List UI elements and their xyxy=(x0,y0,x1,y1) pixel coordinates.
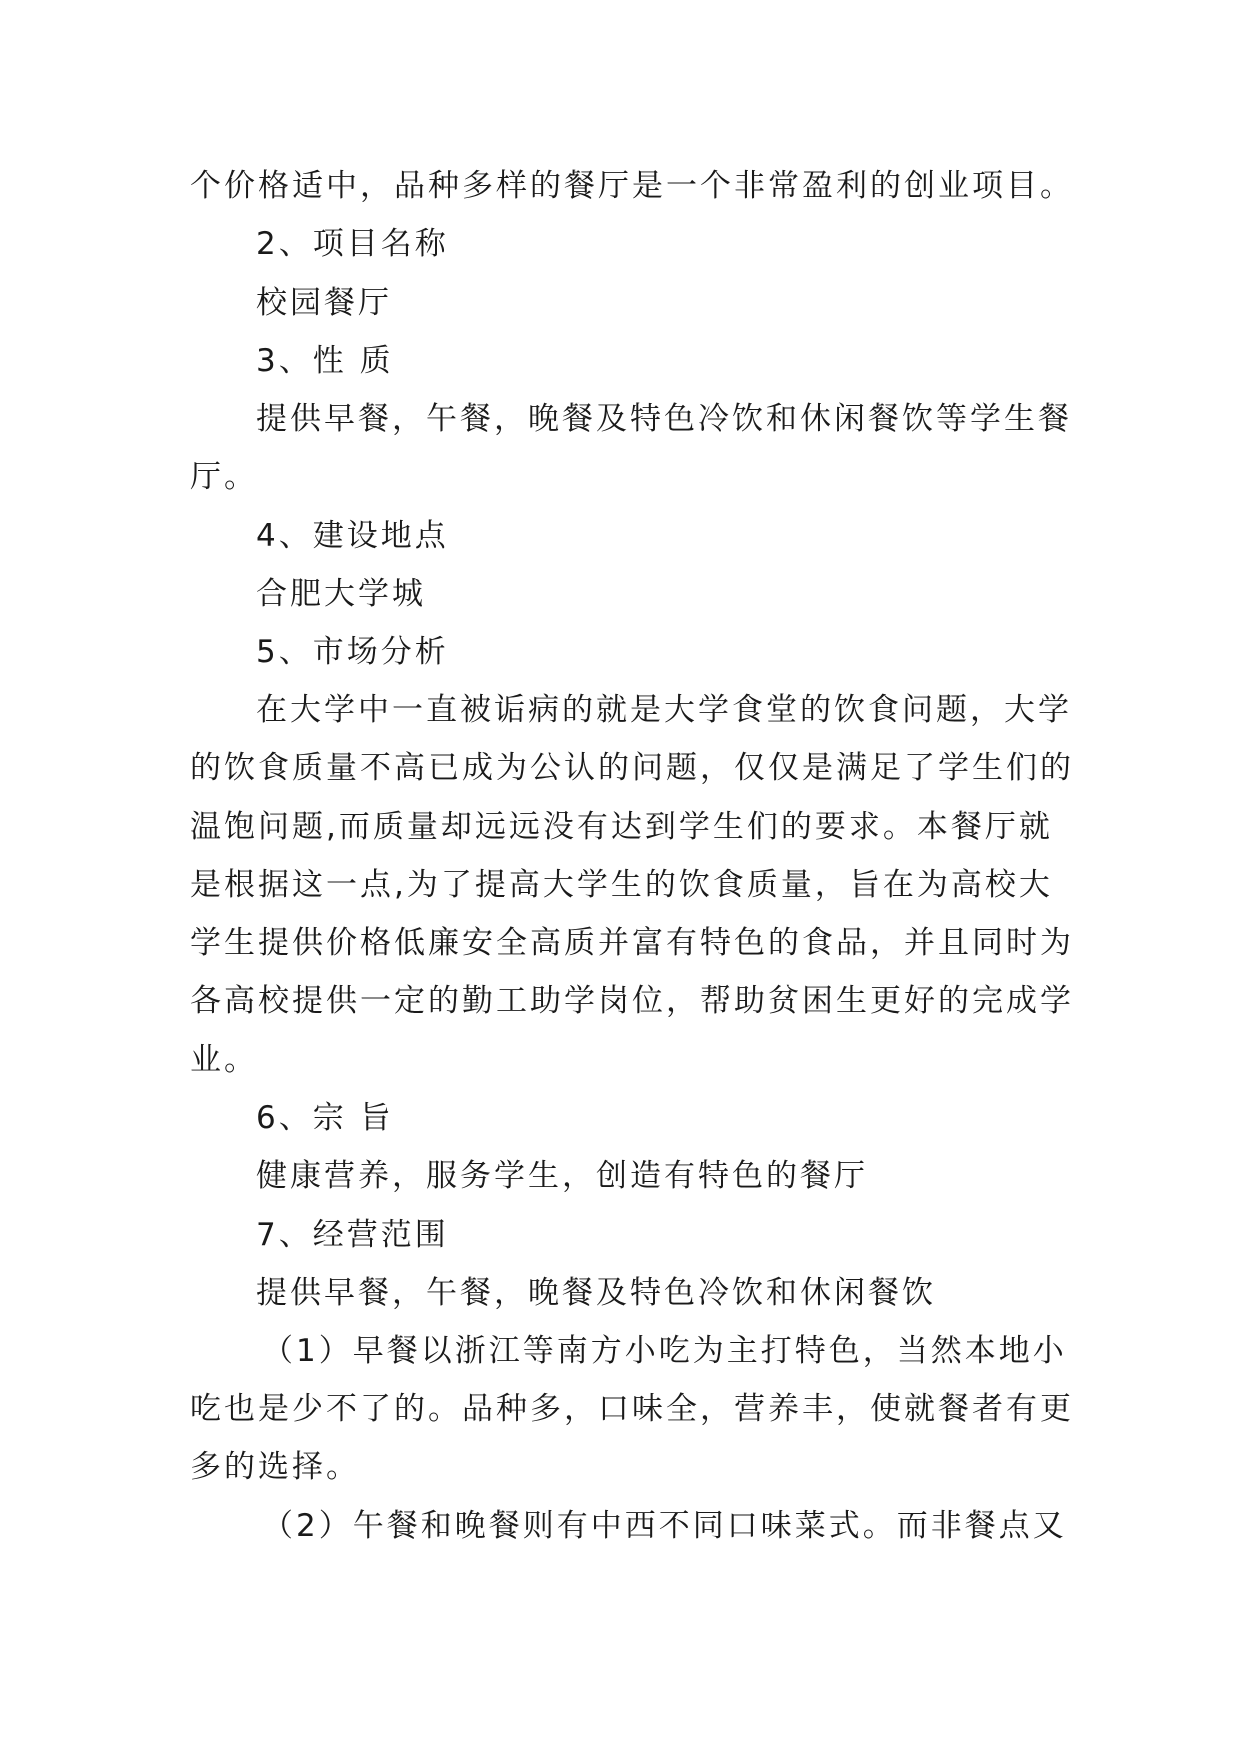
text-line: 的饮食质量不高已成为公认的问题，仅仅是满足了学生们的 xyxy=(190,750,1074,786)
text-line: 多的选择。 xyxy=(190,1449,360,1485)
section-heading-project-name: 2、项目名称 xyxy=(256,226,449,262)
location-value: 合肥大学城 xyxy=(256,576,426,612)
text-line: 在大学中一直被诟病的就是大学食堂的饮食问题，大学 xyxy=(256,692,1072,728)
section-heading-business-scope: 7、经营范围 xyxy=(256,1217,449,1253)
text-line: 个价格适中，品种多样的餐厅是一个非常盈利的创业项目。 xyxy=(190,168,1074,204)
text-line: 学生提供价格低廉安全高质并富有特色的食品，并且同时为 xyxy=(190,925,1074,961)
text-line: 厅。 xyxy=(190,459,258,495)
text-line: 各高校提供一定的勤工助学岗位，帮助贫困生更好的完成学 xyxy=(190,983,1074,1019)
section-heading-nature: 3、性 质 xyxy=(256,343,394,379)
section-heading-purpose: 6、宗 旨 xyxy=(256,1100,394,1136)
text-line: （1）早餐以浙江等南方小吃为主打特色，当然本地小 xyxy=(262,1333,1067,1369)
text-line: 提供早餐，午餐，晚餐及特色冷饮和休闲餐饮等学生餐 xyxy=(256,401,1072,437)
text-line: 提供早餐，午餐，晚餐及特色冷饮和休闲餐饮 xyxy=(256,1275,936,1311)
project-name-value: 校园餐厅 xyxy=(256,285,392,321)
text-line: 是根据这一点,为了提高大学生的饮食质量，旨在为高校大 xyxy=(190,867,1053,903)
section-heading-location: 4、建设地点 xyxy=(256,518,449,554)
text-line: 吃也是少不了的。品种多，口味全，营养丰，使就餐者有更 xyxy=(190,1391,1074,1427)
purpose-value: 健康营养，服务学生，创造有特色的餐厅 xyxy=(256,1158,868,1194)
text-line: 业。 xyxy=(190,1042,258,1078)
text-line: （2）午餐和晚餐则有中西不同口味菜式。而非餐点又 xyxy=(262,1508,1067,1544)
section-heading-market-analysis: 5、市场分析 xyxy=(256,634,449,670)
text-line: 温饱问题,而质量却远远没有达到学生们的要求。本餐厅就 xyxy=(190,809,1053,845)
